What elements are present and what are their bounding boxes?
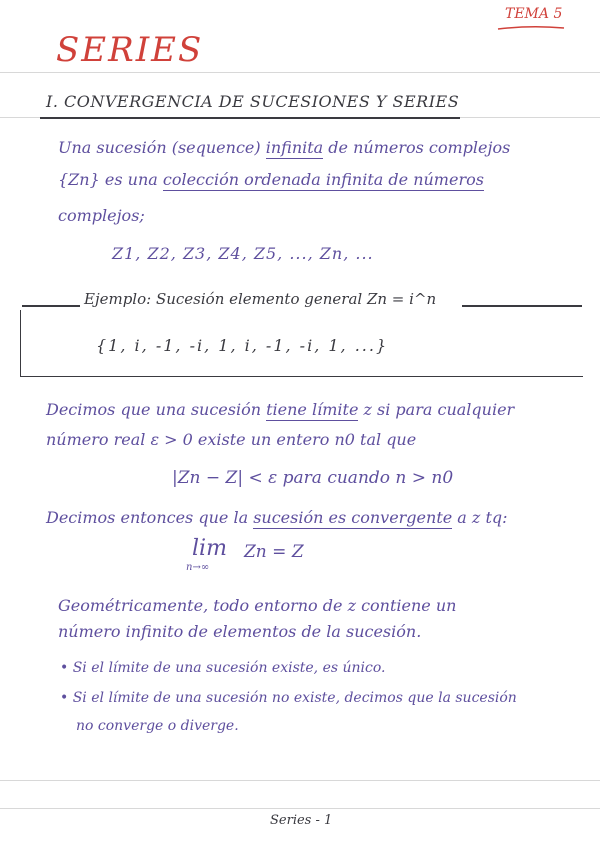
bullet-limit-not-exist-cont: no converge o diverge.	[76, 718, 239, 734]
limit-text: Decimos que una sucesión	[46, 400, 267, 419]
page-footer: Series - 1	[270, 813, 333, 828]
definition-line-1	[58, 138, 510, 157]
limit-condition: |Zn − Z| < ε para cuando n > n0	[172, 468, 454, 488]
convergent-text: a z tq:	[452, 508, 508, 527]
rule-line	[0, 72, 600, 73]
limit-expression: Zn = Z	[244, 542, 304, 562]
limit-subscript: n→∞	[186, 562, 210, 573]
convergent-line	[46, 508, 508, 527]
sequence-terms: Z1, Z2, Z3, Z4, Z5, ..., Zn, ...	[112, 244, 374, 263]
section-heading: I. CONVERGENCIA DE SUCESIONES Y SERIES	[46, 92, 460, 111]
definition-text: Una sucesión (sequence)	[58, 138, 266, 157]
topic-tag: TEMA 5	[505, 6, 563, 22]
example-rule-right	[462, 305, 582, 307]
example-sequence: {1, i, -1, -i, 1, i, -1, -i, 1, ...}	[96, 336, 389, 355]
rule-line	[0, 780, 600, 781]
tag-underline	[496, 24, 566, 32]
definition-text: de números complejos	[323, 138, 511, 157]
bullet-limit-unique: • Si el límite de una sucesión existe, es único.	[60, 660, 386, 676]
page-title: SERIES	[56, 30, 204, 70]
definition-emphasis: infinita	[265, 138, 324, 157]
example-rule-left	[22, 305, 80, 307]
section-heading-underline	[40, 117, 460, 119]
convergent-text: Decimos entonces que la	[46, 508, 254, 527]
rule-line	[0, 808, 600, 809]
definition-line-3: complejos;	[58, 206, 145, 225]
geometric-line-1: Geométricamente, todo entorno de z contiene un	[58, 596, 457, 615]
convergent-emphasis: sucesión es convergente	[253, 508, 453, 527]
limit-text: z si para cualquier	[358, 400, 515, 419]
limit-line-1	[46, 400, 514, 419]
definition-emphasis: colección ordenada infinita de números	[162, 170, 484, 189]
limit-line-2: número real ε > 0 existe un entero n0 tal que	[46, 430, 417, 449]
geometric-line-2: número infinito de elementos de la sucesión.	[58, 622, 422, 641]
definition-text: {Zn} es una	[58, 170, 163, 189]
bullet-limit-not-exist: • Si el límite de una sucesión no existe, decimos que la sucesión	[60, 690, 517, 706]
limit-emphasis: tiene límite	[266, 400, 359, 419]
limit-symbol: lim	[192, 536, 227, 561]
definition-line-2	[58, 170, 484, 189]
example-label: Ejemplo: Sucesión elemento general Zn = i^n	[84, 290, 437, 308]
